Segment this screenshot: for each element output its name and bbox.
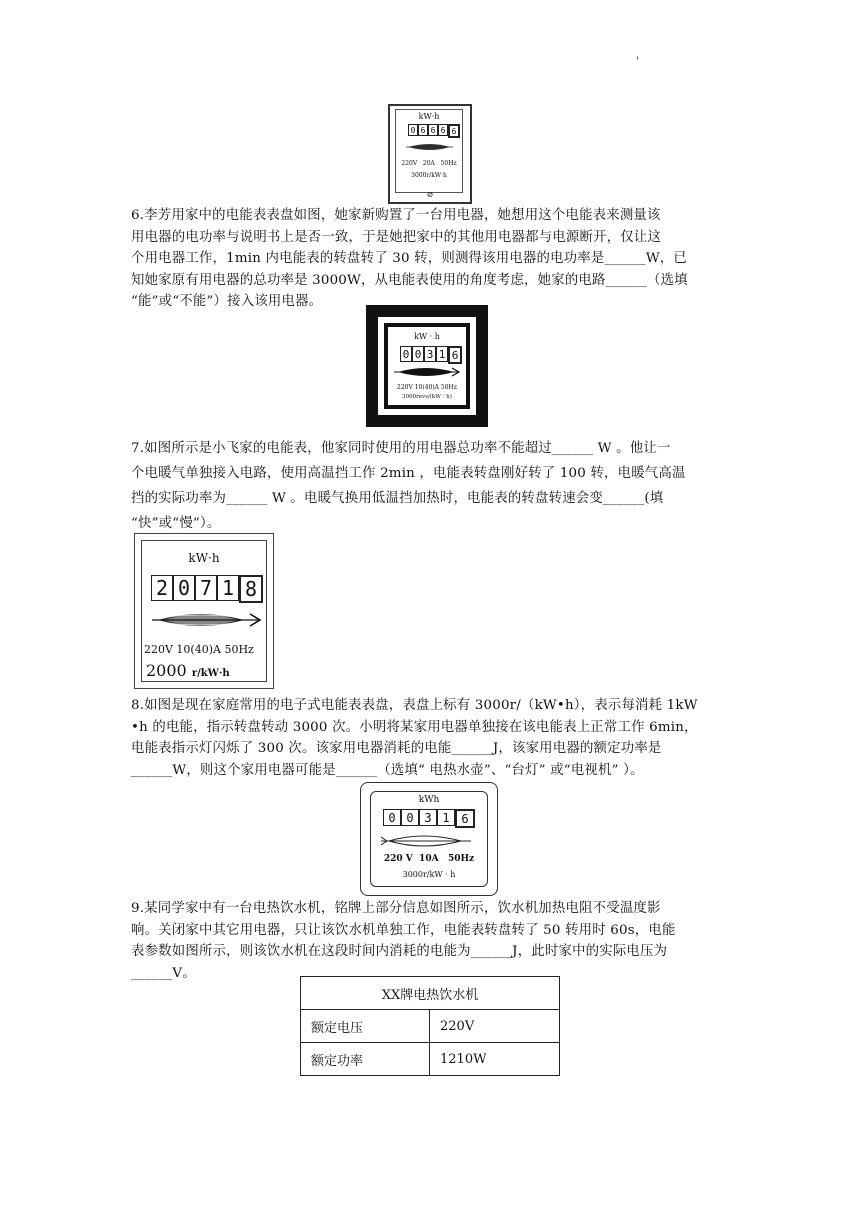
meter-3-digit: 7 [195, 575, 217, 601]
meter-2-digit-decimal: 6 [448, 346, 462, 364]
question-7-line: 个电暖气单独接入电路，使用高温挡工作 2min ，电能表转盘刚好转了 100 转，电暖气高温 [131, 466, 686, 481]
nameplate-title: XX牌电热饮水机 [301, 977, 560, 1010]
nameplate-row [301, 1010, 560, 1043]
nameplate-value-power: 1210W [430, 1043, 560, 1076]
meter-1-rotor-icon [406, 142, 454, 152]
meter-4-spec: 220 V 10A 50Hz [383, 854, 475, 864]
nameplate-row [301, 1043, 560, 1076]
question-6-line: “能”或“不能”）接入该用电器。 [131, 294, 323, 309]
meter-1-spec: 220V 20A 50Hz [401, 160, 457, 167]
meter-3-digit: 0 [173, 575, 195, 601]
nameplate-label-voltage: 额定电压 [301, 1010, 430, 1043]
nameplate-table [300, 976, 560, 1076]
meter-3-constant [146, 661, 230, 680]
meter-4-digits [383, 809, 475, 828]
meter-2-constant: 3000revs/(kW · h) [402, 394, 452, 400]
meter-4-constant: 3000r/kW · h [402, 870, 456, 879]
nameplate-value-voltage: 220V [430, 1010, 560, 1043]
question-7-line: 挡的实际功率为______ W 。电暖气换用低温挡加热时，电能表的转盘转速会变______(填 [131, 491, 664, 506]
meter-3-figure [134, 533, 274, 689]
question-6 [131, 205, 731, 313]
meter-4-rotor-icon [381, 834, 473, 848]
meter-4-digit: 0 [383, 809, 401, 826]
question-7-line: 7.如图所示是小飞家的电能表，他家同时使用的用电器总功率不能超过______ W 。他让一 [131, 441, 671, 456]
question-9-line: ______V。 [131, 965, 196, 981]
meter-2-spec: 220V 10(40)A 50Hz [397, 384, 457, 391]
question-8-line: 8.如图是现在家庭常用的电子式电能表表盘，表盘上标有 3000r/（kW•h），表示每消耗 1kW [131, 698, 698, 713]
meter-2-rotor-icon [394, 366, 460, 378]
question-6-line: 用电器的电功率与说明书上是否一致，于是她把家中的其他用电器都与电源断开，仅让这 [131, 229, 662, 245]
question-8-line: ______W，则这个家用电器可能是______（选填“ 电热水壶”、“台灯” 或“电视机” ）。 [131, 762, 644, 778]
meter-3-digit: 1 [217, 575, 239, 601]
meter-4-figure [360, 782, 498, 896]
question-6-line: 知她家原有用电器的总功率是 3000W，从电能表使用的角度考虑，她家的电路______（选填 [131, 272, 688, 288]
question-7 [131, 436, 731, 536]
question-9-line: 响。关闭家中其它用电器，只让该饮水机单独工作，电能表转盘转了 50 转用时 60s，电能 [131, 922, 676, 938]
question-9-line: 9.某同学家中有一台电热饮水机，铭牌上部分信息如图所示，饮水机加热电阻不受温度影 [131, 901, 661, 916]
meter-2-digit: 1 [436, 346, 448, 362]
nameplate-label-power: 额定功率 [301, 1043, 430, 1076]
question-8-line: •h 的电能，指示转盘转动 3000 次。小明将某家用电器单独接在该电能表上正常工作 6min， [131, 719, 698, 735]
meter-3-rotor-icon [150, 611, 262, 629]
question-8-line: 电能表指示灯闪烁了 300 次。该家用电器消耗的电能______J，该家用电器的额定功率是 [131, 741, 662, 756]
meter-2-digit: 0 [400, 346, 412, 362]
question-6-line: 6.李芳用家中的电能表表盘如图，她家新购置了一台用电器，她想用这个电能表来测量该 [131, 208, 661, 223]
meter-4-digit: 1 [437, 809, 455, 826]
meter-4-unit: kWh [418, 795, 440, 805]
question-9 [131, 898, 731, 984]
meter-3-constant-unit: r/kW·h [191, 668, 230, 679]
page-mark: ' [636, 56, 639, 67]
question-7-line: “快”或“慢”）。 [131, 516, 221, 531]
meter-2-figure [366, 305, 488, 427]
meter-3-constant-number: 2000 [146, 661, 187, 680]
meter-1-digits [408, 124, 460, 138]
meter-1-digit: 0 [408, 124, 418, 136]
meter-1-terminal-icon: ⊘ [426, 190, 434, 199]
meter-3-digit: 2 [151, 575, 173, 601]
nameplate-title-row [301, 977, 560, 1010]
meter-4-digit: 3 [419, 809, 437, 826]
meter-2-unit: kW · h [414, 332, 440, 341]
question-9-line: 表参数如图所示，则该饮水机在这段时间内消耗的电能为______J，此时家中的实际电压为 [131, 944, 668, 959]
question-8 [131, 695, 731, 781]
meter-1-unit: kW·h [418, 112, 440, 121]
meter-1-digit: 6 [418, 124, 428, 136]
meter-1-digit: 6 [438, 124, 448, 136]
meter-2-digits [400, 346, 462, 364]
question-6-line: 个用电器工作，1min 内电能表的转盘转了 30 转，则测得该用电器的电功率是______W，已 [131, 251, 687, 266]
meter-2-digit: 3 [424, 346, 436, 362]
meter-3-digits [151, 575, 263, 603]
meter-3-digit-decimal: 8 [239, 575, 263, 603]
meter-1-digit-decimal: 6 [448, 124, 460, 138]
meter-3-unit: kW·h [188, 551, 220, 565]
meter-2-digit: 0 [412, 346, 424, 362]
meter-4-digit: 0 [401, 809, 419, 826]
meter-1-figure [388, 104, 472, 204]
meter-1-digit: 6 [428, 124, 438, 136]
meter-4-digit-decimal: 6 [455, 809, 475, 828]
meter-3-spec: 220V 10(40)A 50Hz [144, 643, 254, 656]
meter-1-constant: 3000r/kW·h [411, 172, 447, 179]
